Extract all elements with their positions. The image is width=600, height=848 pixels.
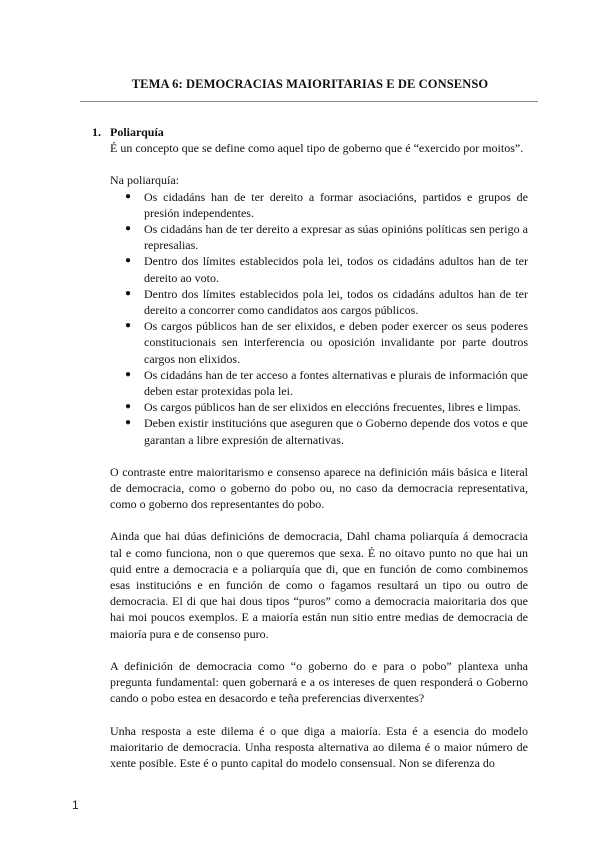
definition-paragraph: É un concepto que se define como aquel tipo de goberno que é “exercido por moitos”. xyxy=(110,141,524,156)
bullet-icon: ● xyxy=(125,320,132,332)
poliarquia-conditions-list xyxy=(92,189,528,448)
bullet-icon: ● xyxy=(125,368,132,380)
bullet-icon: ● xyxy=(125,255,132,267)
bullet-icon: ● xyxy=(125,190,132,202)
body-paragraph: Ainda que hai dúas definicións de democracia, Dahl chama poliarquía á democracia tal e como funciona, non o que queremos que sexa. É no oitavo punto no que hai un quid entre a democracia e a poliarquía que di, que en función de como combinemos esas institucións e en función de como o fagamos resultará un tipo ou outro de democracia. El di que hai dous tipos “puros” como a democracia maioritaria dos que hai moi poucos exemplos. E a maioría están nun sitio entre medias de democracia de maioría pura e de consenso puro. xyxy=(110,529,528,641)
body-paragraph: O contraste entre maioritarismo e consenso aparece na definición máis básica e literal de democracia, como o goberno do pobo ou, no caso da democracia representativa, como o goberno dos representantes do pobo. xyxy=(110,464,528,512)
section-number: 1. xyxy=(92,125,101,139)
spacer xyxy=(92,642,528,658)
spacer xyxy=(92,156,528,172)
bullet-icon: ● xyxy=(125,223,132,235)
list-item: ● Os cidadáns han de ter acceso a fontes alternativas e plurais de información que deben estar protexidas pola lei. xyxy=(125,367,528,399)
list-item: ● Deben existir institucións que aseguren que o Goberno depende dos votos e que garantan a libre expresión de alternativas. xyxy=(125,416,528,447)
list-item: ● Os cidadáns han de ter dereito a formar asociacións, partidos e grupos de presión independentes. xyxy=(125,189,528,220)
title-divider xyxy=(80,101,538,102)
document-title: TEMA 6: DEMOCRACIAS MAIORITARIAS E DE CONSENSO xyxy=(131,77,489,91)
bullet-icon: ● xyxy=(125,401,132,413)
document-body xyxy=(92,124,528,771)
list-item: ● Os cargos públicos han de ser elixidos en eleccións frecuentes, libres e limpas. xyxy=(125,400,521,415)
body-paragraph: Unha resposta a este dilema é o que diga a maioría. Esta é a esencia do modelo maioritario de democracia. Unha resposta alternativa ao dilema é o maior número de xente posible. Este é o punto capital do modelo consensual. Non se diferenza do xyxy=(110,723,528,770)
list-item: ● Dentro dos límites establecidos pola lei, todos os cidadáns adultos han de ter dereito ao voto. xyxy=(125,254,528,285)
list-item: ● Dentro dos límites establecidos pola lei, todos os cidadáns adultos han de ter dereito a concorrer como candidatos aos cargos públicos. xyxy=(125,286,528,318)
body-paragraph: A definición de democracia como “o goberno do e para o pobo” plantexa unha pregunta fundamental: quen gobernará e a os intereses de quen responderá o Goberno cando o pobo estea en desacordo e teña preferencias diverxentes? xyxy=(110,658,528,706)
spacer xyxy=(92,448,528,464)
spacer xyxy=(92,512,528,528)
list-item: ● Os cargos públicos han de ser elixidos, e deben poder exercer os seus poderes constitucionais sen interferencia ou oposición invalidante por parte doutros cargos non elixidos. xyxy=(125,319,528,366)
spacer xyxy=(92,707,528,723)
bullet-icon: ● xyxy=(125,417,132,429)
page-number: 1 xyxy=(72,798,79,812)
bullet-icon: ● xyxy=(125,287,132,299)
section-title: Poliarquía xyxy=(110,125,164,139)
section-heading xyxy=(92,124,528,140)
list-item: ● Os cidadáns han de ter dereito a expresar as súas opinións políticas sen perigo a represalias. xyxy=(125,222,528,253)
list-intro: Na poliarquía: xyxy=(110,173,179,188)
